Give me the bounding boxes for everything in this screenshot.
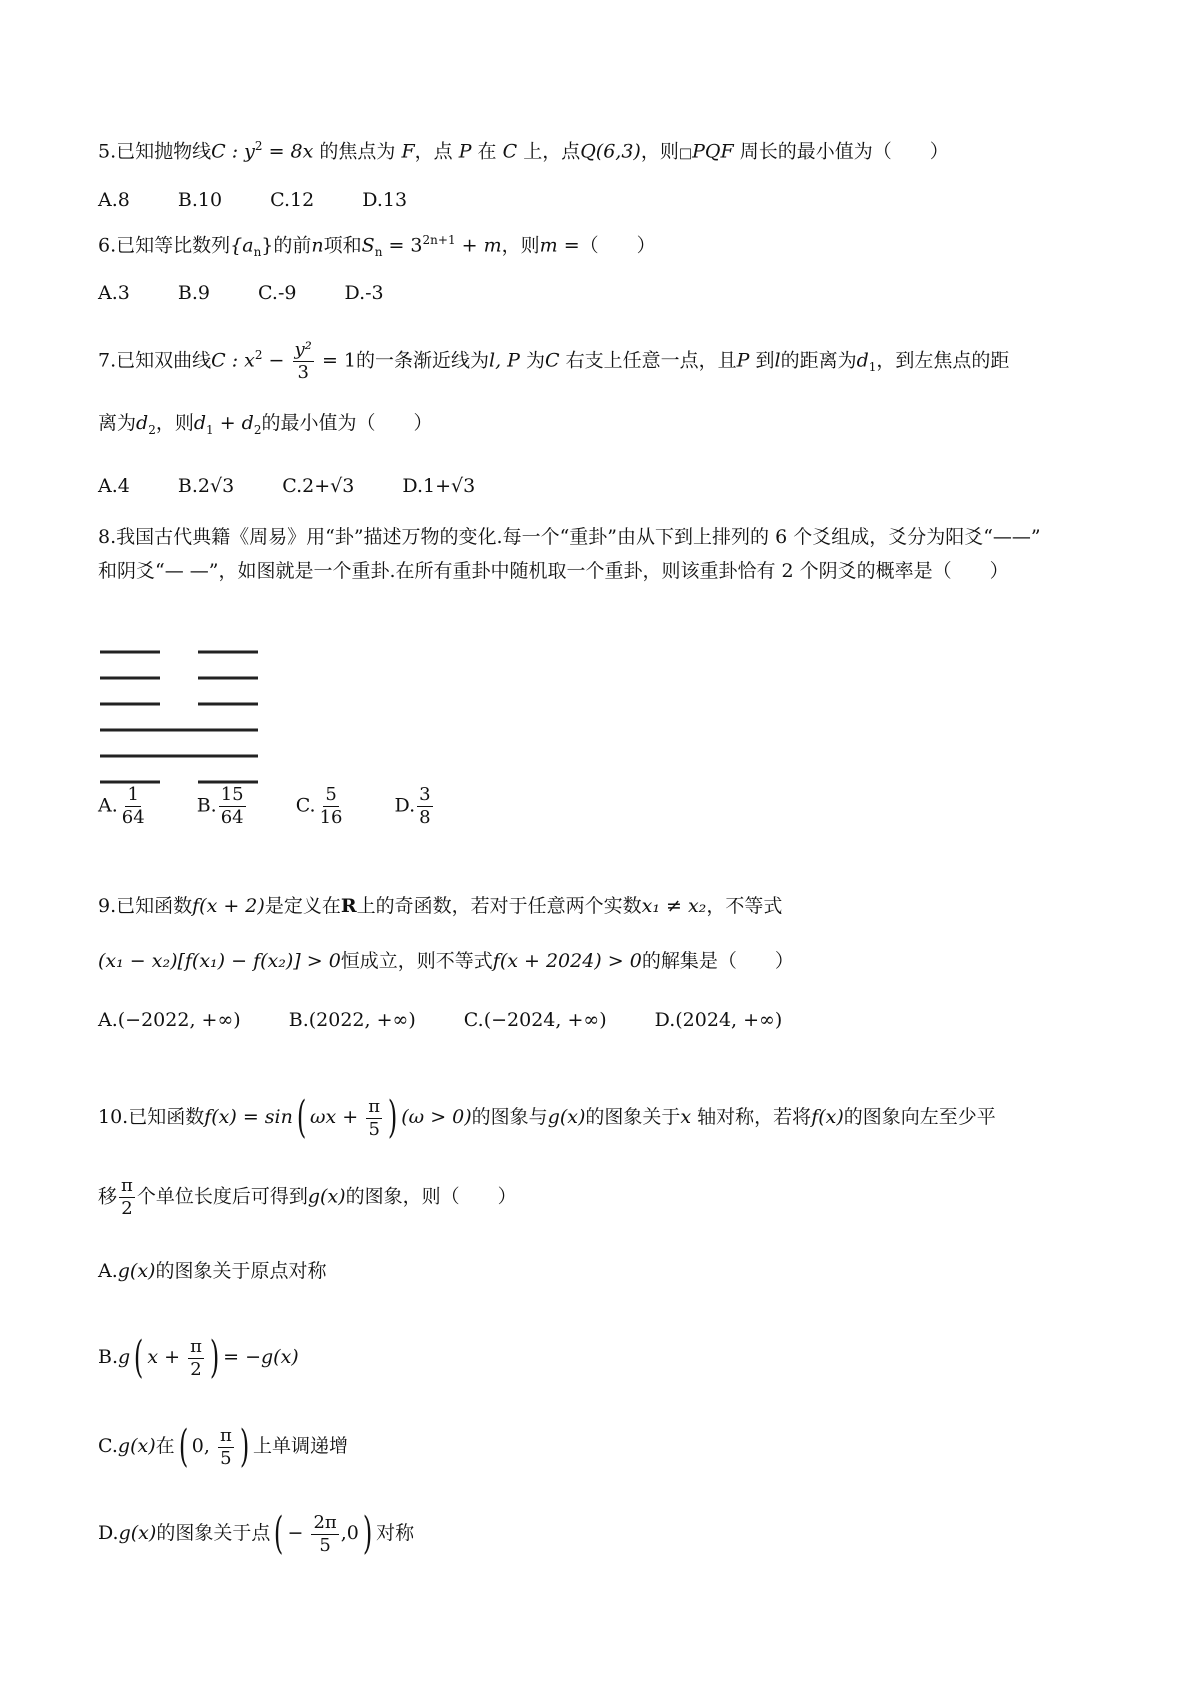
q8-option-b[interactable]: B. $\frac{15}{64}$ [196,784,244,828]
q7-option-c[interactable]: C.2+√3 [282,474,355,497]
q6-n: n [311,234,324,257]
q7-l: l [774,349,781,372]
q7-C: C [545,349,560,372]
q8-stem-line2: 和阴爻“— —”，如图就是一个重卦.在所有重卦中随机取一个重卦，则该重卦恰有 2 个阴爻的概率是（ ） [98,560,1009,582]
q5-F: F [401,140,415,163]
q7-options [98,476,517,496]
q7-text-b: 的一条渐近线为 [356,349,490,372]
q5-text-g: 周长的最小值为（ ） [739,140,949,163]
q8-option-d[interactable]: D. $\frac{3}{8}$ [394,784,431,828]
q9-option-a[interactable]: A.(−2022, +∞) [98,1008,241,1031]
q10-option-c[interactable]: C.g(x)在( 0, $\frac{\pi}{5}$ ) 上单调递增 [98,1421,349,1472]
q9-ineq: (x₁ − x₂)[f(x₁) − f(x₂)] > 0 [98,950,341,972]
q6-seq: {a [230,234,254,257]
q5-text-f: ，则 [640,140,679,163]
q5-option-c[interactable]: C.12 [270,188,315,211]
q9-stem-line2: (x₁ − x₂)[f(x₁) − f(x₂)] > 0恒成立，则不等式f(x + 2024) > 0的解集是（ ） [98,950,794,972]
q10-option-b[interactable]: B.g( x + $\frac{\pi}{2}$ ) = −g(x) [98,1332,299,1383]
q7-P: P [736,349,750,372]
q6-m: m [539,234,558,257]
q6-exp: 2n+1 [422,233,456,247]
q7-line2-a: 离为 [98,412,137,434]
q5-text-c: ，点 [414,140,453,163]
q7-text-g: ，到左焦点的距 [876,349,1010,372]
q6-text-e: =（ ） [557,234,656,257]
q9-option-b[interactable]: B.(2022, +∞) [288,1008,416,1031]
q10-option-a[interactable]: A.g(x)的图象关于原点对称 [98,1260,327,1282]
q5-stem: 5.已知抛物线C : $y^2 = 8x$ 的焦点为 F，点 P 在 C 上，点Q(6,3)，则□PQF 周长的最小值为（ ） [98,139,949,163]
q6-text-d: ，则 [501,234,540,257]
q8-option-a[interactable]: A. $\frac{1}{64}$ [98,784,145,828]
q6-text-b: 的前 [273,234,312,257]
q6-text-a: 6.已知等比数列 [98,234,231,257]
q7-d1: d [856,349,869,372]
q7-math-a: C : x [211,349,255,372]
q10-stem-line2: 移 $\frac{\pi}{2}$ 个单位长度后可得到g(x)的图象，则（ ） [98,1175,517,1219]
q5-option-d[interactable]: D.13 [362,188,408,211]
q6-option-b[interactable]: B.9 [177,281,210,304]
q6-plus-m: + m [455,234,502,257]
q9-option-c[interactable]: C.(−2024, +∞) [463,1008,607,1031]
q5-text-e: 上，点 [523,140,581,163]
q6-S: S [361,234,375,257]
q9-stem-line1: 9.已知函数f(x + 2)是定义在R上的奇函数，若对于任意两个实数x₁ ≠ x₂，不等式 [98,895,783,917]
q5-math-b: = 8x [262,140,314,163]
q9-option-d[interactable]: D.(2024, +∞) [654,1008,783,1031]
q7-text-e: 到 [755,349,775,372]
q7-eq1: = 1 [315,349,356,372]
q7-stem-line1: 7.已知双曲线C : $x^2$ − $\frac{\text{y²}}{3}$ = 1的一条渐近线为l, P 为C 右支上任意一点，且P 到l的距离为$d_1$，到左焦点的距 [98,339,1010,383]
q7-line2-b: ，则 [155,412,194,434]
q5-options [98,190,449,210]
q9-options [98,1010,824,1030]
q5-text-b: 的焦点为 [313,140,396,163]
q7-lP: l, P [489,349,520,372]
q6-option-d[interactable]: D.-3 [344,281,384,304]
q5-Q: Q(6,3) [580,140,641,163]
q6-eq: = 3 [382,234,423,257]
q7-stem-line2: 离为$d_2$，则$d_1 + d_2$的最小值为（ ） [98,412,433,437]
q5-option-a[interactable]: A.8 [98,188,130,211]
q6-options [98,283,426,303]
q10-fx: f(x) = sin [204,1106,293,1128]
q5-box-glyph: □ [678,145,693,162]
q8-stem-line1: 8.我国古代典籍《周易》用“卦”描述万物的变化.每一个“重卦”由从下到上排列的 6 个爻组成，爻分为阳爻“——” [98,526,1041,548]
q6-seq-end: } [261,234,274,257]
q5-option-b[interactable]: B.10 [177,188,223,211]
q7-d2: d [136,412,149,434]
q7-text-a: 7.已知双曲线 [98,349,212,372]
q7-fraction: $\frac{\text{y²}}{3}$ [294,339,312,383]
q7-text-d: 右支上任意一点，且 [565,349,737,372]
q8-options [98,785,477,828]
q7-option-d[interactable]: D.1+√3 [402,474,476,497]
q5-P: P [458,140,472,163]
q5-PQF: PQF [692,140,734,163]
q5-text-d: 在 [477,140,497,163]
q7-option-b[interactable]: B.2√3 [177,474,235,497]
q5-math-a: C : y [211,140,255,163]
q7-text-f: 的距离为 [780,349,857,372]
q9-neq: x₁ ≠ x₂ [641,895,707,917]
q9-fx2: f(x + 2) [192,895,265,917]
hexagram-figure [98,640,298,790]
q7-option-a[interactable]: A.4 [98,474,130,497]
q5-C: C [502,140,518,163]
q9-R: R [340,895,357,917]
q6-stem: 6.已知等比数列$\{a_n\}$的前n项和$S_n = 3^{2n+1} + m$，则m =（ ） [98,233,656,260]
q6-option-a[interactable]: A.3 [98,281,130,304]
q6-text-c: 项和 [323,234,362,257]
q5-text-a: 5.已知抛物线 [98,140,212,163]
q6-option-c[interactable]: C.-9 [258,281,297,304]
q10-option-d[interactable]: D.g(x)的图象关于点( − $\frac{2\pi}{5}$ ,0) 对称 [98,1508,415,1559]
q7-line2-c: 的最小值为（ ） [261,412,433,434]
q7-text-c: 为 [526,349,546,372]
q8-option-c[interactable]: C. $\frac{5}{16}$ [295,784,343,828]
q9-ineq2: f(x + 2024) > 0 [492,950,642,972]
q10-stem-line1: 10.已知函数f(x) = sin( ωx + $\frac{\pi}{5}$ ) (ω > 0)的图象与g(x)的图象关于x 轴对称，若将f(x)的图象向左至少平 [98,1092,996,1143]
